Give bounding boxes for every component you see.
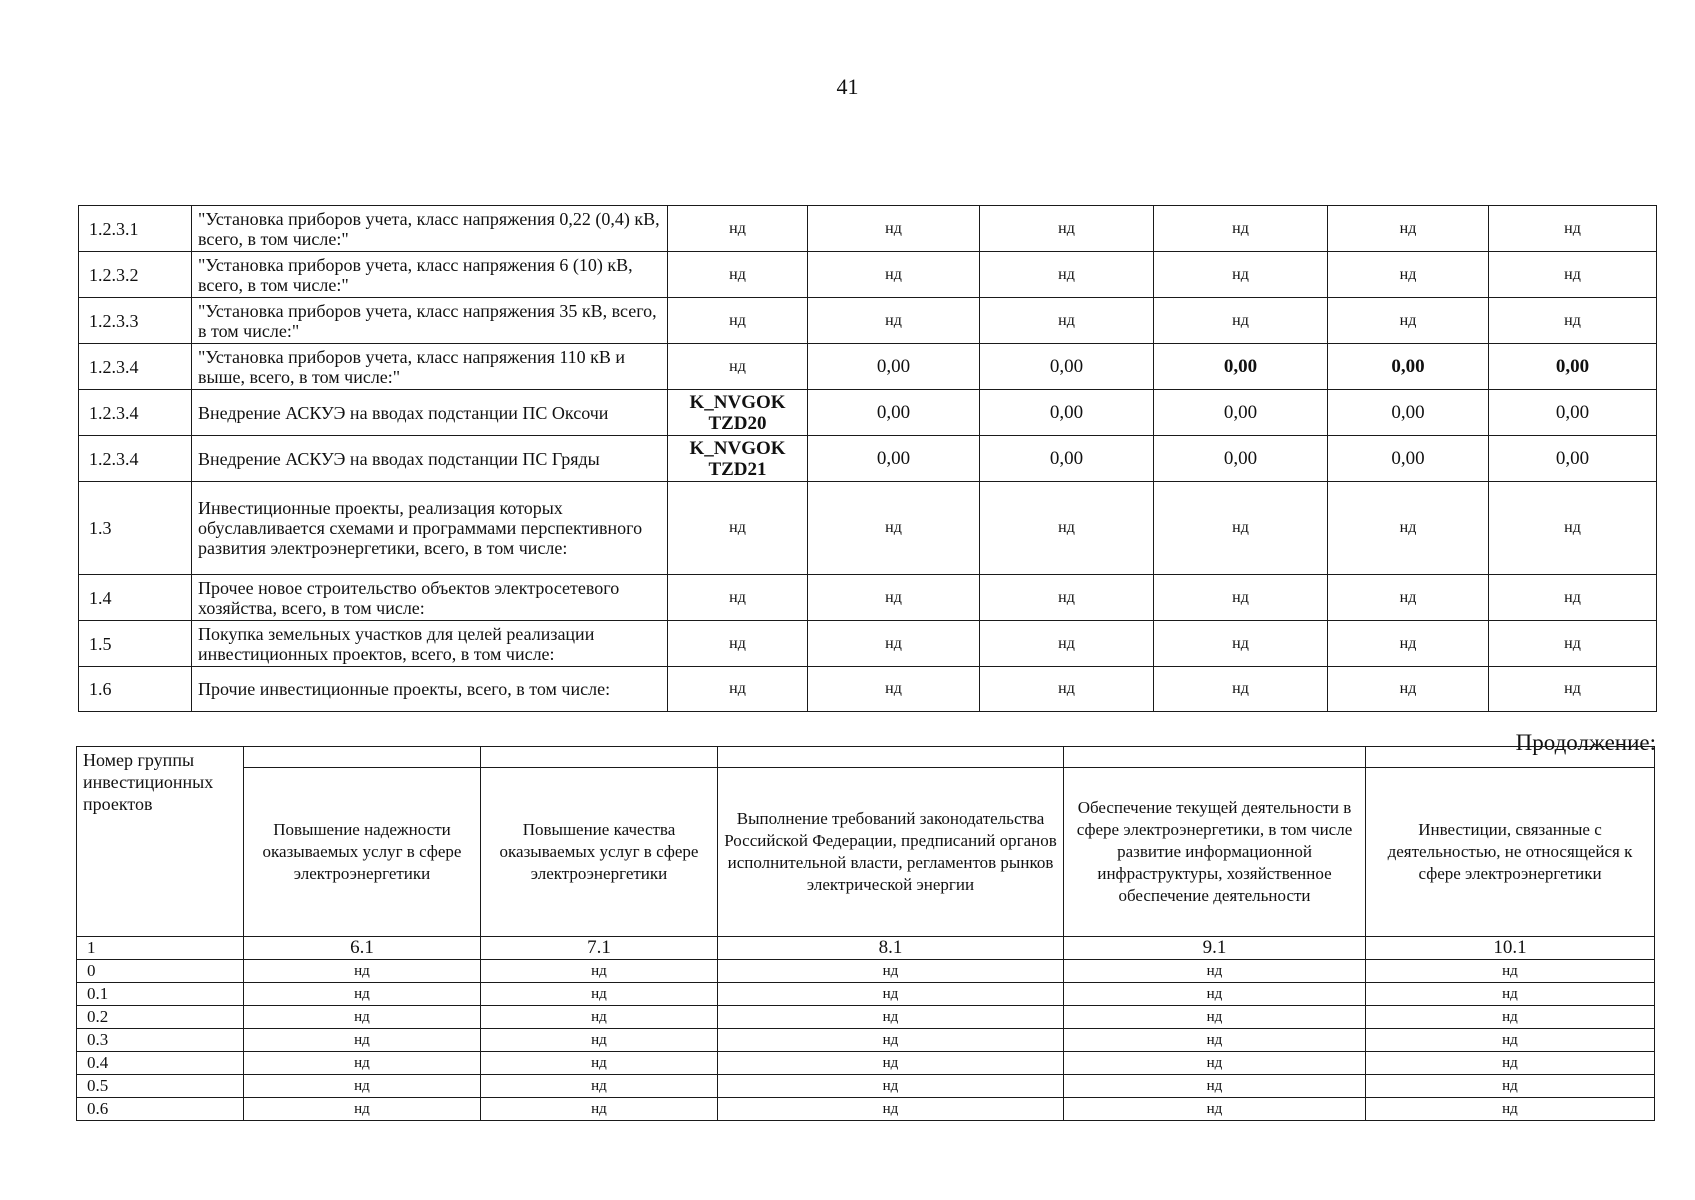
header-spacer <box>244 747 481 768</box>
value-cell: нд <box>1328 482 1489 575</box>
value-cell: 0,00 <box>1154 390 1328 436</box>
row-name: "Установка приборов учета, класс напряжения 110 кВ и выше, всего, в том числе:" <box>192 344 668 390</box>
value-cell: нд <box>1489 206 1657 252</box>
column-header: Повышение качества оказываемых услуг в сфере электроэнергетики <box>481 768 718 937</box>
value-cell: нд <box>244 1006 481 1029</box>
value-cell: 0,00 <box>1328 344 1489 390</box>
group-number-header: Номер группы инвестиционных проектов <box>77 747 244 937</box>
value-cell: нд <box>808 252 980 298</box>
value-cell: нд <box>718 1006 1064 1029</box>
value-cell: нд <box>1064 1029 1366 1052</box>
table-row <box>79 344 1657 390</box>
value-cell: нд <box>1366 1006 1655 1029</box>
row-name: Внедрение АСКУЭ на вводах подстанции ПС Оксочи <box>192 390 668 436</box>
row-number: 1.4 <box>79 575 192 621</box>
value-cell: нд <box>481 960 718 983</box>
header-spacer <box>1366 747 1655 768</box>
table-row <box>79 252 1657 298</box>
codes-row <box>77 937 1655 960</box>
value-cell: нд <box>808 482 980 575</box>
row-number: 1.2.3.1 <box>79 206 192 252</box>
value-cell: 0,00 <box>808 436 980 482</box>
value-cell: нд <box>1064 960 1366 983</box>
row-number: 1.2.3.4 <box>79 344 192 390</box>
value-cell: нд <box>718 1075 1064 1098</box>
table-row <box>79 621 1657 667</box>
project-code: нд <box>668 252 808 298</box>
row-name: "Установка приборов учета, класс напряжения 6 (10) кВ, всего, в том числе:" <box>192 252 668 298</box>
row-number: 0.5 <box>77 1075 244 1098</box>
column-header: Выполнение требований законодательства Российской Федерации, предписаний органов исполнительной власти, регламентов рынков электрической энергии <box>718 768 1064 937</box>
value-cell: нд <box>980 252 1154 298</box>
value-cell: 0,00 <box>980 390 1154 436</box>
column-code: 6.1 <box>244 937 481 960</box>
value-cell: нд <box>718 1029 1064 1052</box>
value-cell: нд <box>1064 983 1366 1006</box>
table-row <box>79 436 1657 482</box>
value-cell: нд <box>1366 983 1655 1006</box>
value-cell: нд <box>1154 667 1328 712</box>
value-cell: нд <box>718 1052 1064 1075</box>
value-cell: нд <box>1064 1052 1366 1075</box>
value-cell: нд <box>980 667 1154 712</box>
value-cell: нд <box>980 482 1154 575</box>
header-spacer <box>481 747 718 768</box>
investment-groups-table <box>76 746 1655 1121</box>
table-row <box>77 983 1655 1006</box>
row-name: Инвестиционные проекты, реализация которых обуславливается схемами и программами перспективного развития электроэнергетики, всего, в том числе: <box>192 482 668 575</box>
value-cell: нд <box>980 575 1154 621</box>
value-cell: нд <box>1366 960 1655 983</box>
investment-projects-table <box>78 205 1657 712</box>
value-cell: нд <box>1366 1029 1655 1052</box>
table-row <box>79 575 1657 621</box>
value-cell: 0,00 <box>1328 390 1489 436</box>
value-cell: нд <box>244 1075 481 1098</box>
value-cell: нд <box>1064 1098 1366 1121</box>
value-cell: нд <box>1489 575 1657 621</box>
value-cell: 0,00 <box>1154 436 1328 482</box>
value-cell: нд <box>980 298 1154 344</box>
table-row <box>77 1052 1655 1075</box>
value-cell: нд <box>980 206 1154 252</box>
row-number: 0.1 <box>77 983 244 1006</box>
value-cell: 0,00 <box>1489 390 1657 436</box>
value-cell: нд <box>481 1006 718 1029</box>
project-code: нд <box>668 621 808 667</box>
value-cell: нд <box>808 206 980 252</box>
page-number: 41 <box>836 74 859 99</box>
value-cell: нд <box>244 1098 481 1121</box>
table-row <box>79 298 1657 344</box>
value-cell: нд <box>481 983 718 1006</box>
table-row <box>77 1029 1655 1052</box>
value-cell: нд <box>1328 667 1489 712</box>
row-number: 1.5 <box>79 621 192 667</box>
column-header: Инвестиции, связанные с деятельностью, не относящейся к сфере электроэнергетики <box>1366 768 1655 937</box>
value-cell: 0,00 <box>980 344 1154 390</box>
project-code: K_NVGOK TZD20 <box>668 390 808 436</box>
value-cell: нд <box>1154 206 1328 252</box>
row-name: Покупка земельных участков для целей реализации инвестиционных проектов, всего, в том числе: <box>192 621 668 667</box>
column-header: Обеспечение текущей деятельности в сфере электроэнергетики, в том числе развитие информационной инфраструктуры, хозяйственное обеспечение деятельности <box>1064 768 1366 937</box>
row-name: Прочее новое строительство объектов электросетевого хозяйства, всего, в том числе: <box>192 575 668 621</box>
value-cell: нд <box>1154 621 1328 667</box>
value-cell: нд <box>1154 482 1328 575</box>
column-code: 9.1 <box>1064 937 1366 960</box>
row-number: 0 <box>77 960 244 983</box>
row-number: 1.2.3.4 <box>79 436 192 482</box>
value-cell: нд <box>808 298 980 344</box>
value-cell: нд <box>1154 298 1328 344</box>
table-row <box>79 390 1657 436</box>
row-name: Прочие инвестиционные проекты, всего, в том числе: <box>192 667 668 712</box>
row-number: 1.2.3.4 <box>79 390 192 436</box>
value-cell: 0,00 <box>980 436 1154 482</box>
value-cell: нд <box>1064 1006 1366 1029</box>
project-code: нд <box>668 482 808 575</box>
table-row <box>77 1075 1655 1098</box>
table-row <box>79 667 1657 712</box>
value-cell: нд <box>1328 575 1489 621</box>
value-cell: нд <box>1154 252 1328 298</box>
value-cell: 0,00 <box>1154 344 1328 390</box>
value-cell: нд <box>481 1075 718 1098</box>
value-cell: нд <box>244 1052 481 1075</box>
value-cell: нд <box>808 575 980 621</box>
row-number: 0.3 <box>77 1029 244 1052</box>
value-cell: нд <box>244 1029 481 1052</box>
row-number: 1.3 <box>79 482 192 575</box>
project-code: нд <box>668 575 808 621</box>
row-number: 1.6 <box>79 667 192 712</box>
column-code: 7.1 <box>481 937 718 960</box>
continuation-label: Продолжение: <box>1515 730 1656 755</box>
table-row <box>77 1098 1655 1121</box>
column-code: 8.1 <box>718 937 1064 960</box>
value-cell: нд <box>1489 621 1657 667</box>
value-cell: 0,00 <box>808 390 980 436</box>
row-number: 0.4 <box>77 1052 244 1075</box>
value-cell: нд <box>808 667 980 712</box>
header-spacer <box>1064 747 1366 768</box>
value-cell: нд <box>808 621 980 667</box>
table-row <box>79 206 1657 252</box>
value-cell: нд <box>1366 1052 1655 1075</box>
row-name: "Установка приборов учета, класс напряжения 35 кВ, всего, в том числе:" <box>192 298 668 344</box>
header-row-top <box>77 747 1655 768</box>
value-cell: нд <box>718 983 1064 1006</box>
project-code: нд <box>668 206 808 252</box>
value-cell: нд <box>1489 667 1657 712</box>
header-row <box>77 768 1655 937</box>
value-cell: нд <box>718 1098 1064 1121</box>
value-cell: 0,00 <box>808 344 980 390</box>
value-cell: нд <box>1328 252 1489 298</box>
column-code: 10.1 <box>1366 937 1655 960</box>
row-name: Внедрение АСКУЭ на вводах подстанции ПС Гряды <box>192 436 668 482</box>
value-cell: нд <box>1064 1075 1366 1098</box>
column-header: Повышение надежности оказываемых услуг в сфере электроэнергетики <box>244 768 481 937</box>
table-row <box>77 960 1655 983</box>
project-code: нд <box>668 298 808 344</box>
value-cell: нд <box>1366 1098 1655 1121</box>
value-cell: нд <box>1328 621 1489 667</box>
row-name: "Установка приборов учета, класс напряжения 0,22 (0,4) кВ, всего, в том числе:" <box>192 206 668 252</box>
value-cell: нд <box>244 983 481 1006</box>
value-cell: нд <box>1489 252 1657 298</box>
row-number: 1.2.3.3 <box>79 298 192 344</box>
value-cell: 0,00 <box>1328 436 1489 482</box>
value-cell: нд <box>1489 298 1657 344</box>
value-cell: нд <box>1366 1075 1655 1098</box>
value-cell: нд <box>244 960 481 983</box>
table-row <box>77 1006 1655 1029</box>
table-row <box>79 482 1657 575</box>
value-cell: нд <box>481 1098 718 1121</box>
header-spacer <box>718 747 1064 768</box>
value-cell: нд <box>1328 298 1489 344</box>
value-cell: 0,00 <box>1489 344 1657 390</box>
value-cell: нд <box>481 1052 718 1075</box>
value-cell: нд <box>1154 575 1328 621</box>
value-cell: нд <box>718 960 1064 983</box>
value-cell: 0,00 <box>1489 436 1657 482</box>
row-number: 0.6 <box>77 1098 244 1121</box>
row-number: 1 <box>77 937 244 960</box>
value-cell: нд <box>1328 206 1489 252</box>
value-cell: нд <box>980 621 1154 667</box>
row-number: 0.2 <box>77 1006 244 1029</box>
project-code: K_NVGOK TZD21 <box>668 436 808 482</box>
value-cell: нд <box>481 1029 718 1052</box>
value-cell: нд <box>1489 482 1657 575</box>
project-code: нд <box>668 667 808 712</box>
project-code: нд <box>668 344 808 390</box>
row-number: 1.2.3.2 <box>79 252 192 298</box>
